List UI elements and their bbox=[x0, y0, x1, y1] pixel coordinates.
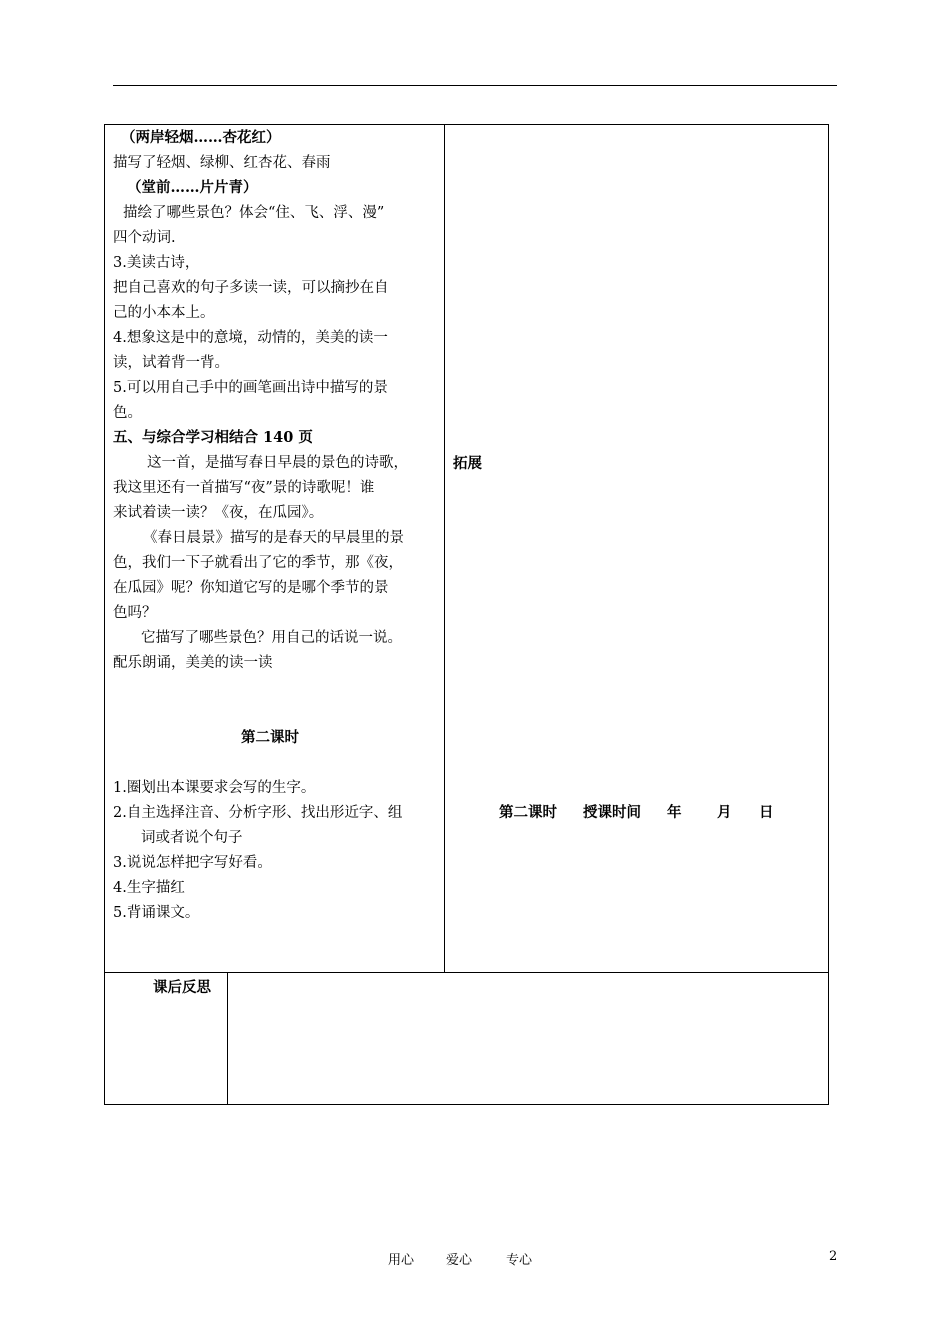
lesson-plan-table bbox=[104, 124, 829, 1105]
text-line: 在瓜园》呢？你知道它写的是哪个季节的景 bbox=[113, 580, 389, 596]
text-line: 色吗？ bbox=[113, 605, 157, 621]
text-line: 5.背诵课文。 bbox=[113, 905, 200, 921]
text-line: 4.生字描红 bbox=[113, 880, 185, 896]
footer-motto-1: 用心 bbox=[388, 1253, 415, 1268]
text-line: 配乐朗诵，美美的读一读 bbox=[113, 655, 273, 671]
text-line: 它描写了哪些景色？用自己的话说一说。 bbox=[141, 630, 402, 646]
year-label: 年 bbox=[667, 804, 682, 821]
text-line: 己的小本本上。 bbox=[113, 305, 215, 321]
text-line: 我这里还有一首描写“夜”景的诗歌呢！谁 bbox=[113, 480, 375, 496]
text-line: 读，试着背一背。 bbox=[113, 355, 229, 371]
text-line: 3.说说怎样把字写好看。 bbox=[113, 855, 272, 871]
text-line: 四个动词. bbox=[113, 230, 176, 246]
text-line: 《春日晨景》描写的是春天的早晨里的景 bbox=[143, 530, 404, 546]
day-label: 日 bbox=[759, 804, 774, 821]
footer-motto-2: 爱心 bbox=[446, 1253, 473, 1268]
section-heading: 五、与综合学习相结合 140 页 bbox=[113, 429, 313, 446]
text-line: 这一首，是描写春日早晨的景色的诗歌， bbox=[147, 455, 408, 471]
teach-time-label: 授课时间 bbox=[583, 804, 641, 821]
lesson-heading: 第二课时 bbox=[241, 729, 299, 746]
column-divider bbox=[444, 125, 445, 972]
text-line: 色，我们一下子就看出了它的季节，那《夜， bbox=[113, 555, 403, 571]
text-line: 4.想象这是中的意境，动情的，美美的读一 bbox=[113, 330, 388, 346]
text-line: 词或者说个句子 bbox=[141, 830, 243, 846]
page-number: 2 bbox=[829, 1249, 838, 1264]
text-line: 3.美读古诗， bbox=[113, 255, 200, 271]
text-line: 把自己喜欢的句子多读一读，可以摘抄在自 bbox=[113, 280, 389, 296]
text-line: 来试着读一读？《夜，在瓜园》。 bbox=[113, 505, 324, 521]
text-line: 5.可以用自己手中的画笔画出诗中描写的景 bbox=[113, 380, 388, 396]
second-lesson-label: 第二课时 bbox=[499, 804, 557, 821]
header-rule bbox=[113, 85, 837, 86]
reflection-label: 课后反思 bbox=[153, 979, 211, 996]
text-line: （堂前……片片青） bbox=[127, 179, 258, 196]
text-line: 2.自主选择注音、分析字形、找出形近字、组 bbox=[113, 805, 403, 821]
text-line: 色。 bbox=[113, 405, 142, 421]
row-divider bbox=[105, 972, 828, 973]
text-line: 描绘了哪些景色？体会“住、飞、浮、漫” bbox=[123, 205, 385, 221]
extension-label: 拓展 bbox=[453, 455, 482, 472]
text-line: 1.圈划出本课要求会写的生字。 bbox=[113, 780, 316, 796]
reflection-divider bbox=[227, 972, 228, 1105]
text-line: 描写了轻烟、绿柳、红杏花、春雨 bbox=[113, 155, 331, 171]
footer-motto-3: 专心 bbox=[506, 1253, 533, 1268]
month-label: 月 bbox=[717, 804, 732, 821]
text-line: （两岸轻烟……杏花红） bbox=[121, 129, 281, 146]
